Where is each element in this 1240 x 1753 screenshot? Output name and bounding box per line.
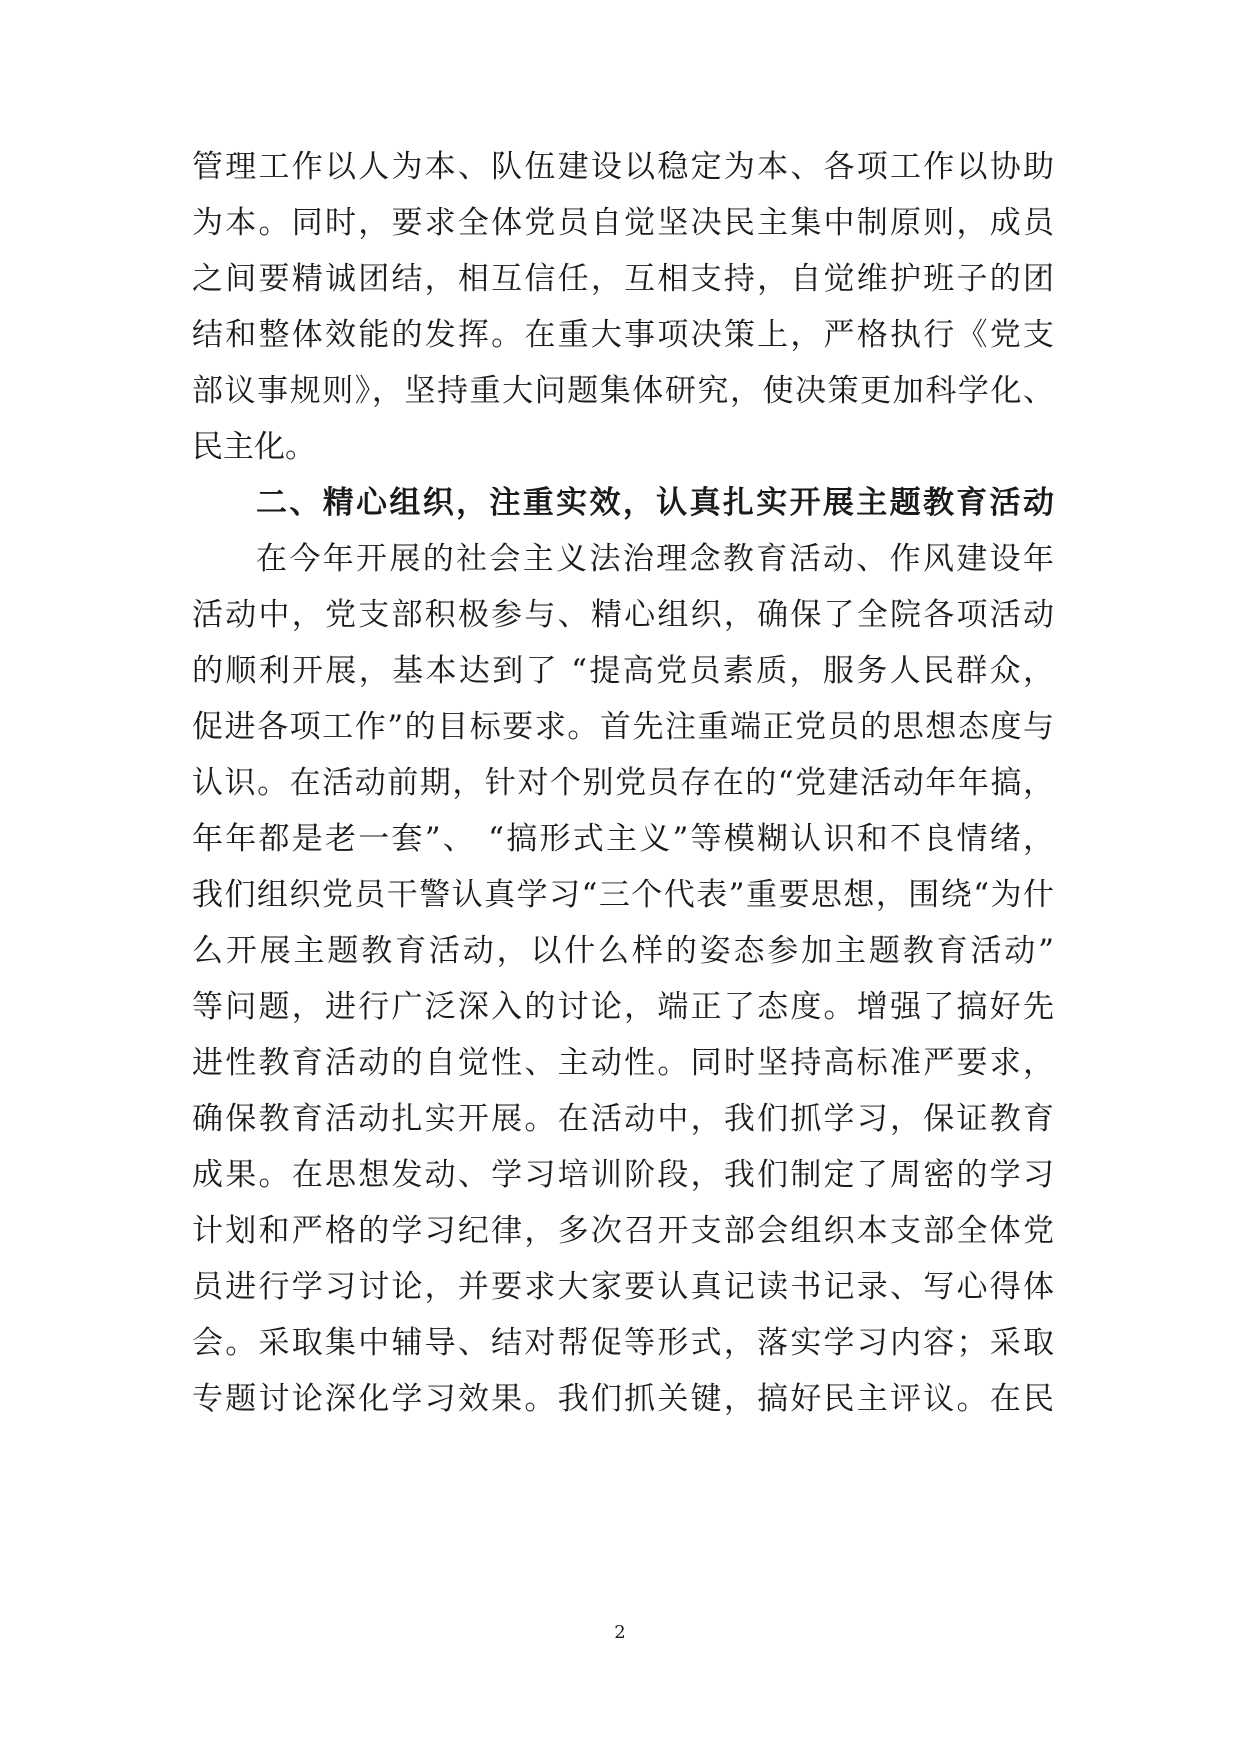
page-number: 2 bbox=[614, 1622, 626, 1643]
body-text-line: 进性教育活动的自觉性、主动性。同时坚持高标准严要求， bbox=[192, 1045, 1054, 1081]
body-text-line: 年年都是老一套”、 “搞形式主义”等模糊认识和不良情绪， bbox=[192, 821, 1054, 857]
body-text-line: 之间要精诚团结，相互信任，互相支持，自觉维护班子的团 bbox=[192, 261, 1054, 297]
body-text-line: 的顺利开展，基本达到了 “提高党员素质，服务人民群众， bbox=[192, 653, 1054, 689]
body-text-line: 么开展主题教育活动，以什么样的姿态参加主题教育活动” bbox=[192, 933, 1054, 969]
body-text-line: 成果。在思想发动、学习培训阶段，我们制定了周密的学习 bbox=[192, 1157, 1054, 1193]
body-text-line: 确保教育活动扎实开展。在活动中，我们抓学习，保证教育 bbox=[192, 1101, 1054, 1137]
section-heading: 二、精心组织，注重实效，认真扎实开展主题教育活动 bbox=[256, 485, 1054, 521]
body-text-line: 专题讨论深化学习效果。我们抓关键，搞好民主评议。在民 bbox=[192, 1381, 1054, 1417]
body-text-line: 为本。同时，要求全体党员自觉坚决民主集中制原则，成员 bbox=[192, 205, 1054, 241]
body-text-line: 结和整体效能的发挥。在重大事项决策上，严格执行《党支 bbox=[192, 317, 1054, 353]
body-text-line: 管理工作以人为本、队伍建设以稳定为本、各项工作以协助 bbox=[192, 149, 1054, 185]
body-text-line: 民主化。 bbox=[192, 429, 316, 465]
body-text-line: 认识。在活动前期，针对个别党员存在的“党建活动年年搞， bbox=[192, 765, 1054, 801]
body-text-line: 员进行学习讨论，并要求大家要认真记读书记录、写心得体 bbox=[192, 1269, 1054, 1305]
body-text-line: 活动中，党支部积极参与、精心组织，确保了全院各项活动 bbox=[192, 597, 1054, 633]
body-text-line: 促进各项工作”的目标要求。首先注重端正党员的思想态度与 bbox=[192, 709, 1054, 745]
body-text-line: 会。采取集中辅导、结对帮促等形式，落实学习内容；采取 bbox=[192, 1325, 1054, 1361]
body-text-line: 等问题，进行广泛深入的讨论，端正了态度。增强了搞好先 bbox=[192, 989, 1054, 1025]
body-text-line: 部议事规则》，坚持重大问题集体研究，使决策更加科学化、 bbox=[192, 373, 1054, 409]
body-text-line: 我们组织党员干警认真学习“三个代表”重要思想，围绕“为什 bbox=[192, 877, 1054, 913]
body-text-line: 在今年开展的社会主义法治理念教育活动、作风建设年 bbox=[256, 541, 1054, 577]
body-text-line: 计划和严格的学习纪律，多次召开支部会组织本支部全体党 bbox=[192, 1213, 1054, 1249]
